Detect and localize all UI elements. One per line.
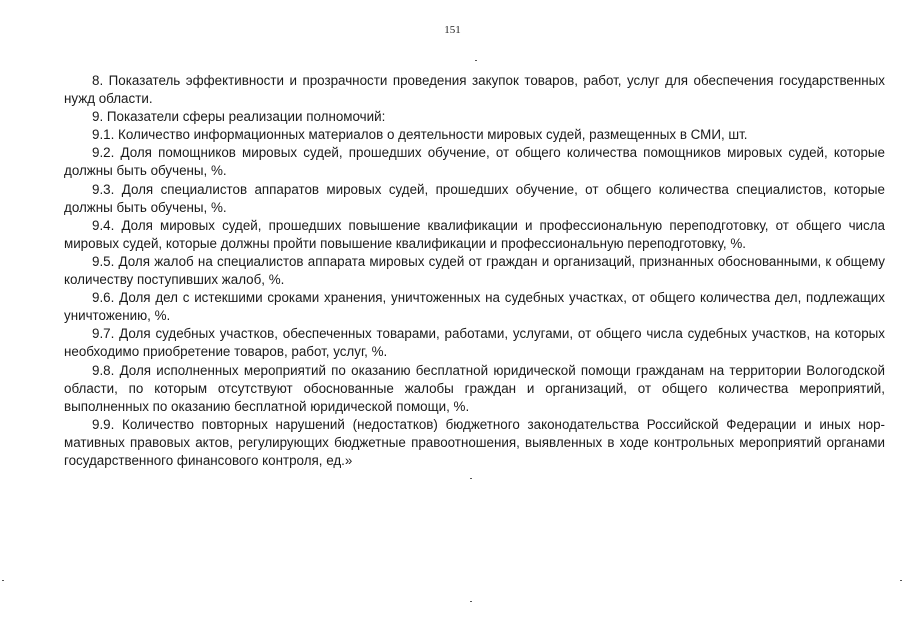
paragraph-9-2: 9.2. Доля помощников мировых судей, прошедших обучение, от общего количества помощников мировых судей, которые должны быть обучены, %. — [64, 145, 885, 179]
paragraph-9: 9. Показатели сферы реализации полномочий: — [92, 109, 386, 125]
paragraph-9-4: 9.4. Доля мировых судей, прошедших повышение квалификации и профессиональную переподготовку, от общего числа мировых судей, которые должны пройти повышение квалификации и профессиональную переподготовку, %. — [64, 217, 885, 251]
page-number: 151 — [444, 24, 461, 36]
paragraph-9-7: 9.7. Доля судебных участков, обеспеченных товарами, работами, услугами, от общего числа судебных участков, на которых необходимо приобретение товаров, работ, услуг, %. — [64, 326, 885, 360]
paragraph-9-5: 9.5. Доля жалоб на специалистов аппарата мировых судей от граждан и организаций, признанных обоснованными, к общему количеству поступивших жалоб, %. — [64, 253, 885, 288]
paragraph-8: 8. Показатель эффективности и прозрачности проведения закупок товаров, работ, услуг для обеспечения государственных нужд области. — [64, 73, 885, 107]
scan-speck — [900, 580, 902, 581]
paragraph-9-1: 9.1. Количество информационных материалов о деятельности мировых судей, размещенных в СМИ, шт. — [92, 127, 748, 143]
document-body — [64, 72, 885, 470]
scan-speck — [2, 580, 4, 581]
scan-speck — [470, 601, 472, 602]
paragraph-9-9: 9.9. Количество повторных нарушений (недостатков) бюджетного законодательства Российской Федерации и иных нормативных правовых актов, регулирующих бюджетные правоотношения, выявленных в ходе контрольных мероприятий органами государственного финансового контроля, ед.» — [64, 416, 885, 468]
scan-speck — [470, 478, 472, 479]
paragraph-9-8: 9.8. Доля исполненных мероприятий по оказанию бесплатной юридической помощи гражданам на территории Вологодской области, по которым отсутствуют обоснованные жалобы граждан и организаций, от общего количества мероприятий, выполненных по оказанию бесплатной юридической помощи, %. — [64, 362, 885, 414]
paragraph-9-6: 9.6. Доля дел с истекшими сроками хранения, уничтоженных на судебных участках, от общего количества дел, подлежащих уничтожению, %. — [64, 290, 885, 324]
scan-speck — [475, 60, 477, 61]
paragraph-9-3: 9.3. Доля специалистов аппаратов мировых судей, прошедших обучение, от общего количества специалистов, которые должны быть обучены, %. — [64, 181, 885, 215]
